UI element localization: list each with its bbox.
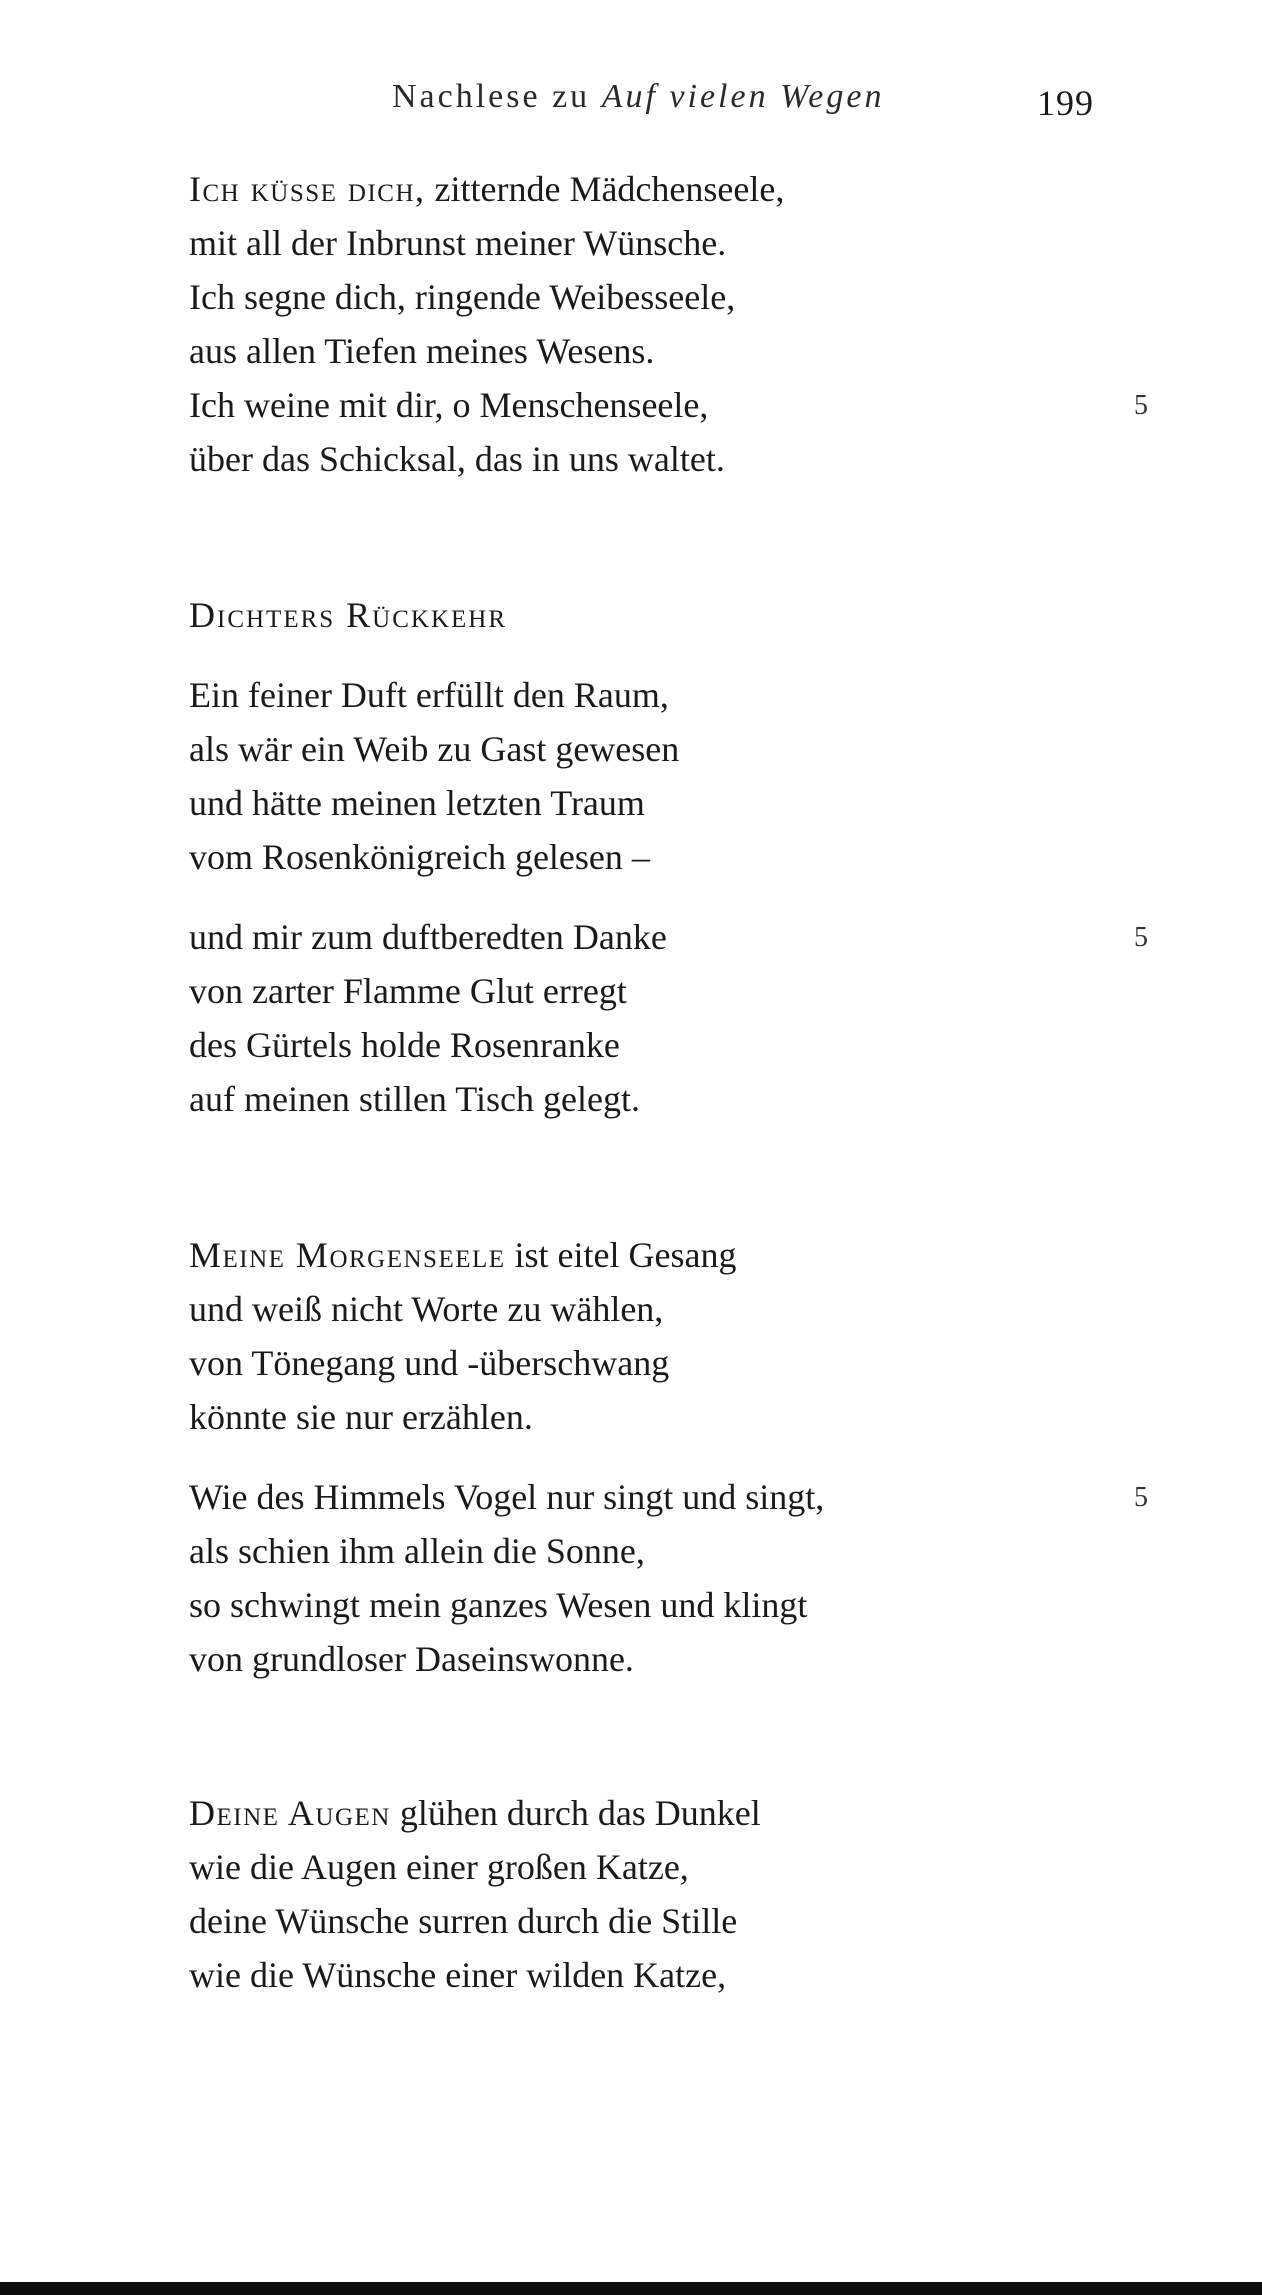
verse-line	[189, 1578, 1109, 1632]
stanza	[189, 910, 1148, 1126]
stanza-gap	[189, 1444, 1109, 1470]
incipit-small-caps: Meine Morgenseele	[189, 1235, 506, 1275]
verse-text: wie die Augen einer großen Katze,	[189, 1847, 689, 1887]
verse-text: als schien ihm allein die Sonne,	[189, 1531, 645, 1571]
verse-text: als wär ein Weib zu Gast gewesen	[189, 729, 680, 769]
running-title	[392, 78, 884, 116]
running-title-book: Auf vielen Wegen	[601, 78, 885, 115]
line-number: 5	[1134, 390, 1148, 421]
verse-text: und hätte meinen letzten Traum	[189, 783, 645, 823]
poem-dichters-rueckkehr	[189, 588, 1148, 1126]
verse-text: wie die Wünsche einer wilden Katze,	[189, 1955, 727, 1995]
verse-text: auf meinen stillen Tisch gelegt.	[189, 1079, 640, 1119]
stanza	[189, 162, 1148, 486]
verse-text: und weiß nicht Worte zu wählen,	[189, 1289, 664, 1329]
poem-ich-kuesse-dich	[189, 162, 1148, 486]
verse-line	[189, 1840, 1109, 1894]
verse-text: so schwingt mein ganzes Wesen und klingt	[189, 1585, 808, 1625]
verse-text: zitternde Mädchenseele,	[425, 169, 785, 209]
verse-text: deine Wünsche surren durch die Stille	[189, 1901, 738, 1941]
verse-text: Ein feiner Duft erfüllt den Raum,	[189, 675, 669, 715]
verse-line	[189, 722, 1109, 776]
verse-text: könnte sie nur erzählen.	[189, 1397, 533, 1437]
verse-text: Ich weine mit dir, o Menschenseele,	[189, 385, 709, 425]
verse-line	[189, 1470, 1148, 1524]
verse-text: von zarter Flamme Glut erregt	[189, 971, 627, 1011]
verse-line	[189, 830, 1109, 884]
verse-line	[189, 162, 1109, 216]
verse-line	[189, 1948, 1109, 2002]
verse-line	[189, 668, 1109, 722]
verse-line	[189, 1336, 1109, 1390]
incipit-small-caps: Ich küsse dich,	[189, 169, 426, 209]
verse-line	[189, 1072, 1109, 1126]
verse-line	[189, 1894, 1109, 1948]
stanza-gap	[189, 884, 1109, 910]
verse-line	[189, 378, 1148, 432]
running-header	[0, 78, 1262, 128]
running-title-prefix: Nachlese zu	[392, 78, 591, 115]
verse-text: Ich segne dich, ringende Weibesseele,	[189, 277, 736, 317]
verse-text: mit all der Inbrunst meiner Wünsche.	[189, 223, 727, 263]
verse-line	[189, 324, 1109, 378]
line-number: 5	[1134, 922, 1148, 953]
verse-text: aus allen Tiefen meines Wesens.	[189, 331, 655, 371]
poem-meine-morgenseele	[189, 1228, 1148, 1686]
poem-title: Dichters Rückkehr	[189, 595, 508, 635]
verse-line	[189, 1018, 1109, 1072]
verse-line	[189, 1786, 1109, 1840]
incipit-small-caps: Deine Augen	[189, 1793, 391, 1833]
verse-line	[189, 1524, 1109, 1578]
verse-text: ist eitel Gesang	[505, 1235, 737, 1275]
stanza	[189, 668, 1109, 884]
verse-line	[189, 1390, 1109, 1444]
verse-line	[189, 910, 1148, 964]
verse-line	[189, 432, 1109, 486]
poem-deine-augen	[189, 1786, 1109, 2002]
line-number: 5	[1134, 1482, 1148, 1513]
verse-text: und mir zum duftberedten Danke	[189, 917, 667, 957]
verse-line	[189, 270, 1109, 324]
verse-line	[189, 776, 1109, 830]
verse-text: vom Rosenkönigreich gelesen –	[189, 837, 650, 877]
verse-text: von Tönegang und -überschwang	[189, 1343, 670, 1383]
verse-text: glühen durch das Dunkel	[390, 1793, 761, 1833]
verse-text: von grundloser Daseinswonne.	[189, 1639, 634, 1679]
verse-line	[189, 1282, 1109, 1336]
verse-line	[189, 964, 1109, 1018]
page-number: 199	[1037, 83, 1094, 123]
stanza	[189, 1786, 1109, 2002]
verse-line	[189, 1228, 1109, 1282]
verse-text: des Gürtels holde Rosenranke	[189, 1025, 620, 1065]
verse-line	[189, 216, 1109, 270]
stanza	[189, 1228, 1109, 1444]
scan-edge-bar	[0, 2282, 1262, 2295]
stanza	[189, 1470, 1148, 1686]
verse-text: über das Schicksal, das in uns waltet.	[189, 439, 725, 479]
verse-line	[189, 1632, 1109, 1686]
verse-text: Wie des Himmels Vogel nur singt und singt,	[189, 1477, 825, 1517]
